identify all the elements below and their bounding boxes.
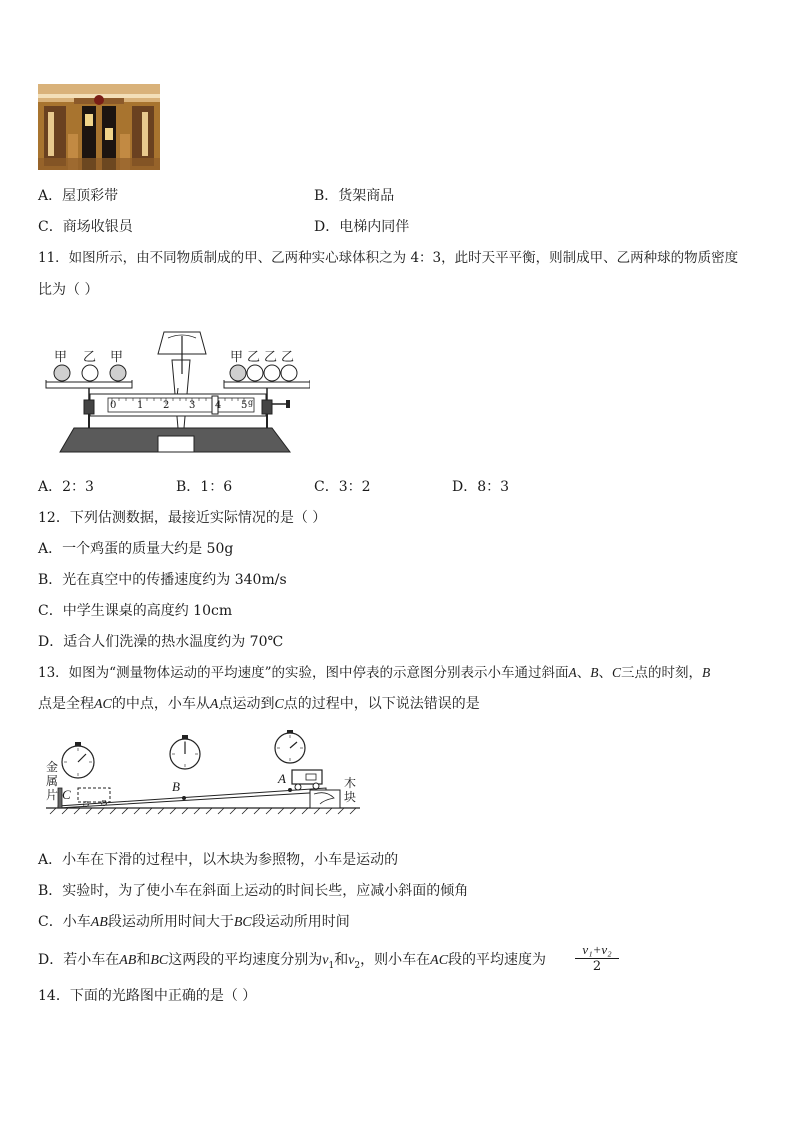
q13-stem-text-2: 三点的时刻， <box>621 665 702 681</box>
q12-option-c: C．中学生课桌的高度约 10cm <box>38 603 233 619</box>
scale-label-1: 1 <box>137 400 144 411</box>
q13-stem-text-1: 13．如图为“测量物体运动的平均速度”的实验，图中停表的示意图分别表示小车通过斜面 <box>38 665 569 681</box>
q13-option-c-text-2: 段运动所用时间大于 <box>107 914 234 930</box>
mall-elevator-photo <box>38 84 160 170</box>
average-speed-fraction <box>575 942 619 975</box>
q13-option-a: A．小车在下滑的过程中，以木块为参照物，小车是运动的 <box>38 852 399 868</box>
var-v2: v <box>348 953 355 968</box>
scale-label-4: 4 <box>215 400 222 411</box>
var-bc-2: BC <box>150 953 169 968</box>
q13-option-d-text-3: 这两段的平均速度分别为 <box>168 952 323 968</box>
wood-label-2: 块 <box>344 790 357 804</box>
q13-option-d-text-5: ，则小车在 <box>360 952 431 968</box>
balance-figure <box>40 328 310 458</box>
q11-option-c: C．3：2 <box>314 479 371 495</box>
q12-option-d: D．适合人们洗澡的热水温度约为 70℃ <box>38 634 284 650</box>
q13-option-d-text-2: 和 <box>136 952 151 968</box>
fraction-denominator: 2 <box>592 959 602 974</box>
right-ball-label-4: 乙 <box>281 350 295 365</box>
q11-option-b: B．1：6 <box>176 479 233 495</box>
q10-option-c: C．商场收银员 <box>38 219 133 235</box>
q12-option-a: A．一个鸡蛋的质量大约是 50g <box>38 541 234 557</box>
fraction-numerator: v₁+v₂ <box>575 942 619 959</box>
q11-stem-line2: 比为（ ） <box>38 282 99 298</box>
var-ab: AB <box>90 915 108 930</box>
metal-label-1: 金 <box>46 760 59 774</box>
q13-option-d-text-1: D．若小车在 <box>38 952 120 968</box>
var-b: B <box>590 665 599 680</box>
scale-label-2: 2 <box>163 400 170 411</box>
point-a-label: A <box>278 771 286 786</box>
q12-stem: 12．下列估测数据，最接近实际情况的是（ ） <box>38 510 327 526</box>
var-ac: AC <box>94 697 112 712</box>
point-c-label: C <box>62 787 71 802</box>
q13-stem-text-3: 点是全程 <box>38 696 94 712</box>
q13-stem-line1: 13．如图为“测量物体运动的平均速度”的实验，图中停表的示意图分别表示小车通过斜面A、B、C三点的时刻，B <box>38 665 711 681</box>
var-b-2: B <box>702 665 711 680</box>
var-c: C <box>611 665 621 680</box>
right-ball-label-3: 乙 <box>264 350 278 365</box>
q13-option-c <box>38 912 350 933</box>
scale-unit: g <box>248 398 254 407</box>
var-a: A <box>568 665 577 680</box>
var-v1-sub: 1 <box>328 960 335 971</box>
var-v2-sub: 2 <box>354 960 361 971</box>
q11-option-d: D．8：3 <box>452 479 510 495</box>
q13-option-d-text-4: 和 <box>334 952 349 968</box>
var-v1: v <box>322 953 329 968</box>
right-ball-label-2: 乙 <box>247 350 261 365</box>
scale-label-3: 3 <box>189 400 196 411</box>
scale-label-0: 0 <box>110 400 117 411</box>
right-ball-label-1: 甲 <box>230 350 244 365</box>
var-ab-2: AB <box>119 953 137 968</box>
var-a-2: A <box>209 697 219 712</box>
q11-option-a: A．2：3 <box>38 479 94 495</box>
q14-stem: 14．下面的光路图中正确的是（ ） <box>38 988 257 1004</box>
q13-stem-line2 <box>38 694 480 715</box>
q11-stem-line1: 11．如图所示，由不同物质制成的甲、乙两种实心球体积之为 4：3，此时天平平衡，则制成甲、乙两种球的物质密度 <box>38 250 739 266</box>
q13-stem-text-6: 点的过程中，以下说法错误的是 <box>283 696 480 712</box>
incline-figure <box>44 730 364 816</box>
wood-label-1: 木 <box>344 776 357 790</box>
left-ball-label-3: 甲 <box>110 350 124 365</box>
scale-label-5: 5 <box>241 400 248 411</box>
var-ac-2: AC <box>430 953 449 968</box>
var-c-2: C <box>274 697 284 712</box>
q13-option-b: B．实验时，为了使小车在斜面上运动的时间长些，应减小斜面的倾角 <box>38 883 469 899</box>
q13-stem-text-4: 的中点，小车从 <box>111 696 210 712</box>
q13-option-d-text-6: 段的平均速度为 <box>448 952 547 968</box>
q13-option-d <box>38 950 546 976</box>
q13-option-c-text-3: 段运动所用时间 <box>251 914 350 930</box>
q13-stem-text-5: 点运动到 <box>218 696 275 712</box>
point-b-label: B <box>172 779 180 794</box>
q10-option-d: D．电梯内同伴 <box>314 219 410 235</box>
metal-label-2: 属 <box>46 774 59 788</box>
left-ball-label-1: 甲 <box>54 350 68 365</box>
metal-label-3: 片 <box>46 788 59 802</box>
left-ball-label-2: 乙 <box>83 350 97 365</box>
q10-option-a: A．屋顶彩带 <box>38 188 119 204</box>
q12-option-b: B．光在真空中的传播速度约为 340m/s <box>38 572 287 588</box>
var-bc: BC <box>233 915 252 930</box>
q13-option-c-text-1: C．小车 <box>38 914 91 930</box>
q10-option-b: B．货架商品 <box>314 188 395 204</box>
